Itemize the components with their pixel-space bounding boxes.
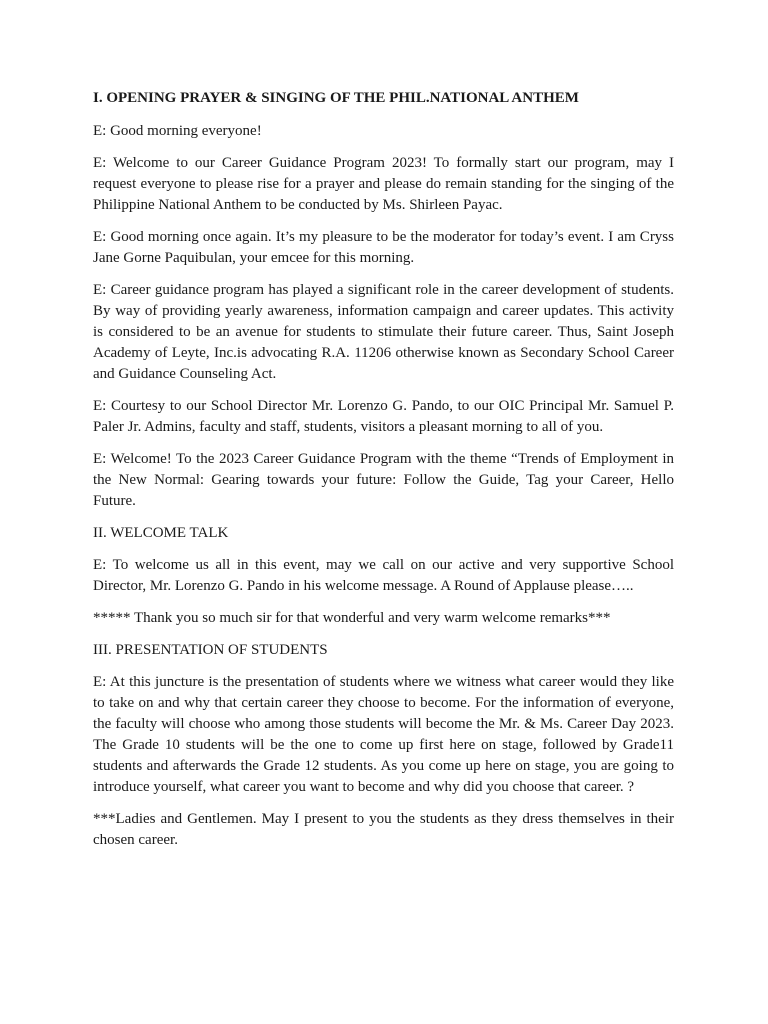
paragraph-welcome-program: E: Welcome to our Career Guidance Program 2023! To formally start our program, may I request everyone to please rise for a prayer and please do remain standing for the singing of the Philippine National Anthem to be conducted by Ms. Shirleen Payac.	[93, 155, 674, 213]
paragraph-greeting: E: Good morning everyone!	[93, 123, 262, 139]
paragraph-ladies-gentlemen: ***Ladies and Gentlemen. May I present to you the students as they dress themselves in their chosen career.	[93, 811, 674, 848]
paragraph-program-role: E: Career guidance program has played a significant role in the career development of students. By way of providing yearly awareness, information campaign and career updates. This activity is considered to be an avenue for students to stimulate their future career. Thus, Saint Joseph Academy of Leyte, Inc.is advocating R.A. 11206 otherwise known as Secondary School Career and Guidance Counseling Act.	[93, 282, 674, 382]
paragraph-welcome-call: E: To welcome us all in this event, may we call on our active and very supportive School Director, Mr. Lorenzo G. Pando in his welcome message. A Round of Applause please…..	[93, 557, 674, 594]
paragraph-presentation: E: At this juncture is the presentation of students where we witness what career would they like to take on and why that certain career they choose to become. For the information of everyone, the faculty will choose who among those students will become the Mr. & Ms. Career Day 2023. The Grade 10 students will be the one to come up first here on stage, followed by Grade11 students and afterwards the Grade 12 students. As you come up here on stage, you are going to introduce yourself, what career you want to become and why did you choose that career. ?	[93, 674, 674, 795]
section-heading-welcome-talk: II. WELCOME TALK	[93, 525, 229, 541]
paragraph-moderator-intro: E: Good morning once again. It’s my pleasure to be the moderator for today’s event. I am Cryss Jane Gorne Paquibulan, your emcee for this morning.	[93, 229, 674, 266]
paragraph-courtesy: E: Courtesy to our School Director Mr. Lorenzo G. Pando, to our OIC Principal Mr. Samuel P. Paler Jr. Admins, faculty and staff, students, visitors a pleasant morning to all of you.	[93, 398, 674, 435]
section-heading-presentation: III. PRESENTATION OF STUDENTS	[93, 642, 328, 658]
paragraph-theme: E: Welcome! To the 2023 Career Guidance Program with the theme “Trends of Employment in the New Normal: Gearing towards your future: Follow the Guide, Tag your Career, Hello Future.	[93, 451, 674, 509]
section-heading-opening-prayer: I. OPENING PRAYER & SINGING OF THE PHIL.NATIONAL ANTHEM	[93, 90, 579, 106]
paragraph-thank-you: ***** Thank you so much sir for that wonderful and very warm welcome remarks***	[93, 610, 611, 626]
